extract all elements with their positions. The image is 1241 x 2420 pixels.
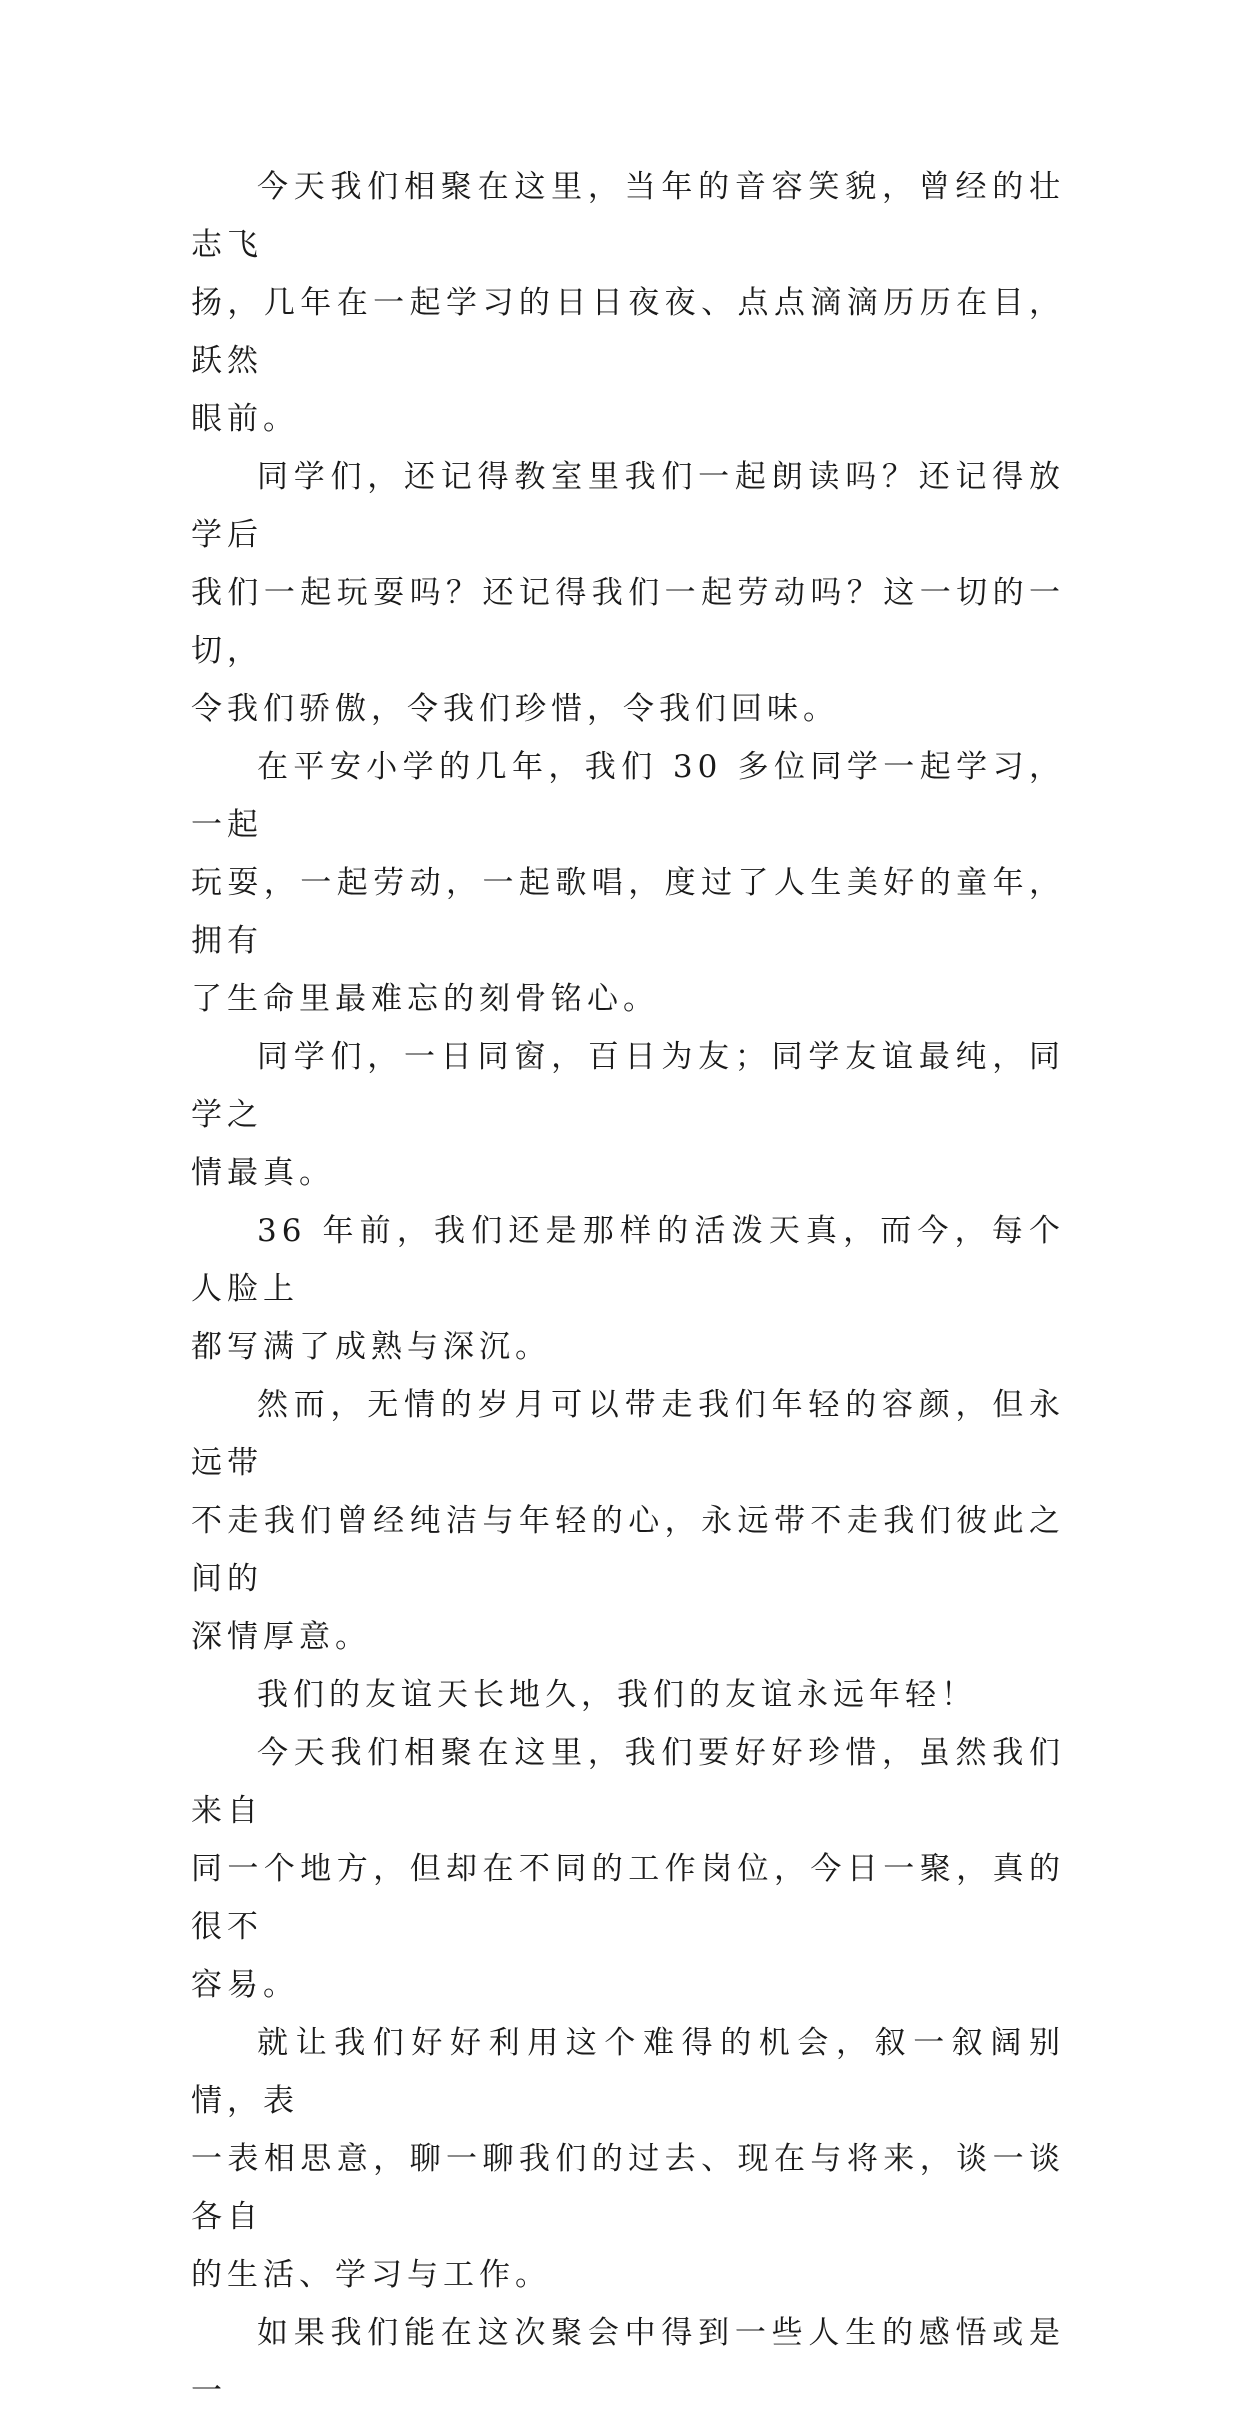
paragraph-3: 在平安小学的几年，我们 30 多位同学一起学习，一起 玩耍，一起劳动，一起歌唱，度过了人生美好的童年，拥有 了生命里最难忘的刻骨铭心。 [191, 749, 1065, 1017]
paragraph-5: 36 年前，我们还是那样的活泼天真，而今，每个人脸上 都写满了成熟与深沉。 [191, 1213, 1065, 1365]
paragraph-6: 然而，无情的岁月可以带走我们年轻的容颜，但永远带 不走我们曾经纯洁与年轻的心，永远带不走我们彼此之间的 深情厚意。 [191, 1387, 1065, 1655]
paragraph-8: 今天我们相聚在这里，我们要好好珍惜，虽然我们来自 同一个地方，但却在不同的工作岗位，今日一聚，真的很不 容易。 [191, 1735, 1065, 2003]
document-body [191, 158, 1065, 2420]
paragraph-1: 今天我们相聚在这里，当年的音容笑貌，曾经的壮志飞 扬，几年在一起学习的日日夜夜、点点滴滴历历在目，跃然 眼前。 [191, 169, 1065, 437]
paragraph-4: 同学们，一日同窗，百日为友；同学友谊最纯，同学之 情最真。 [191, 1039, 1065, 1191]
paragraph-7: 我们的友谊天长地久，我们的友谊永远年轻！ [257, 1677, 977, 1713]
paragraph-10: 如果我们能在这次聚会中得到一些人生的感悟或是一 [191, 2315, 1065, 2409]
paragraph-2: 同学们，还记得教室里我们一起朗读吗？还记得放学后 我们一起玩耍吗？还记得我们一起劳动吗？这一切的一切， 令我们骄傲，令我们珍惜，令我们回味。 [191, 459, 1065, 727]
paragraph-9: 就让我们好好利用这个难得的机会，叙一叙阔别情，表 一表相思意，聊一聊我们的过去、现在与将来，谈一谈各自 的生活、学习与工作。 [191, 2025, 1065, 2293]
